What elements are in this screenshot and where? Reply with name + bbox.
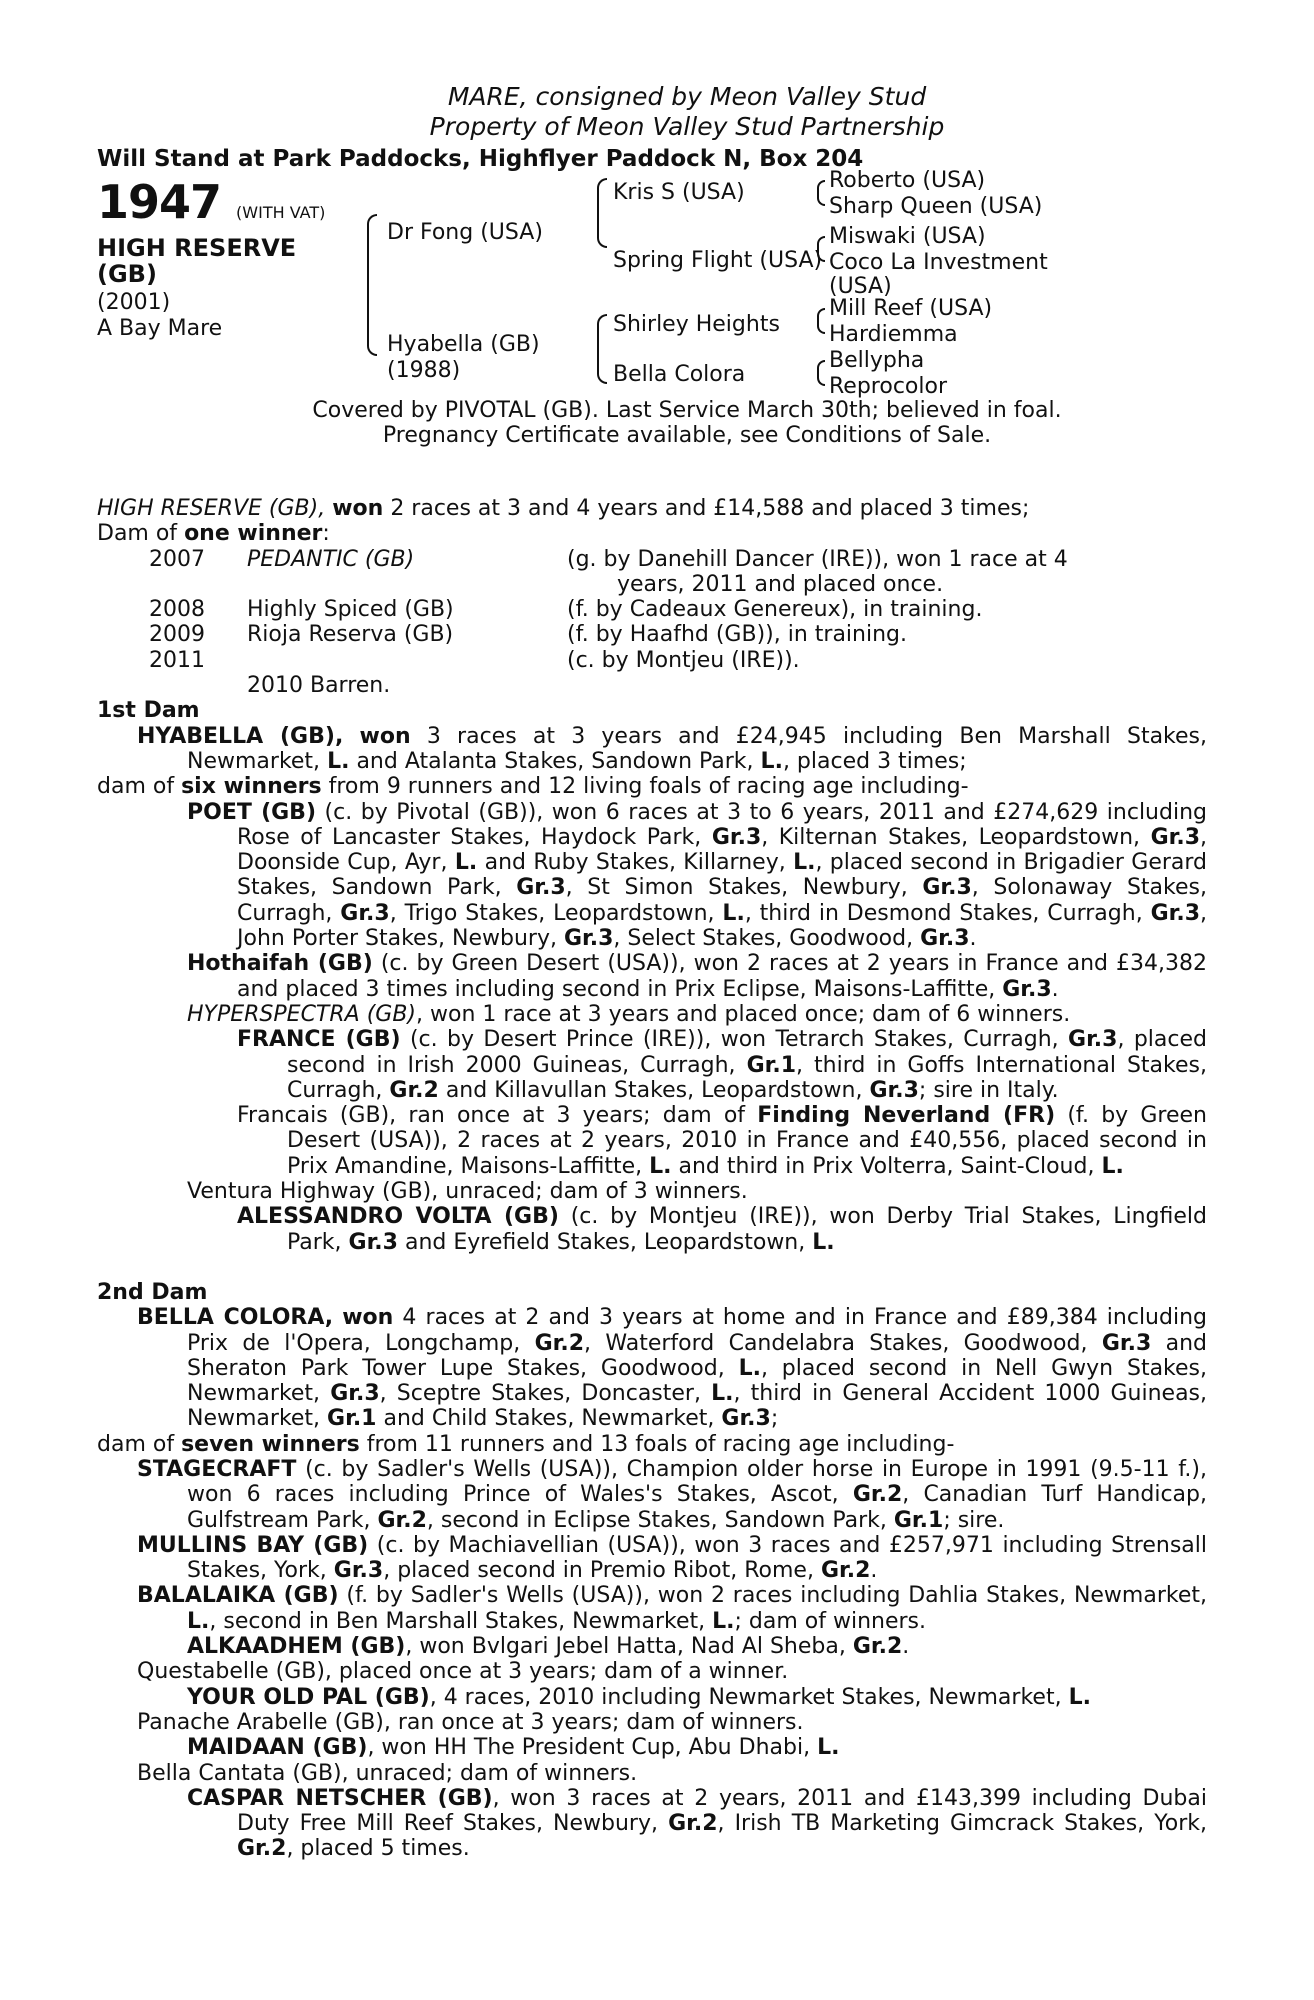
sire: Dr Fong (USA) [387, 220, 543, 245]
bracket-sire [597, 178, 607, 248]
horse-name: HIGH RESERVE [97, 234, 297, 262]
stabling-line: Will Stand at Park Paddocks, Highflyer Paddock N, Box 204 [97, 146, 864, 172]
progeny-mullins-bay: MULLINS BAY (GB) (c. by Machiavellian (USA)), won 3 races and £257,971 including Strensall Stakes, York, Gr.3, placed second in Premio Ribot, Rome, Gr.2. [137, 1532, 1207, 1584]
horse-year: (2001) [97, 290, 171, 315]
progeny-francais: Francais (GB), ran once at 3 years; dam of Finding Neverland (FR) (f. by Green Desert (USA)), 2 races at 2 years, 2010 in France and £40,556, placed second in Prix Amandine, Maisons-Laffitte, L. and third in Prix Volterra, Saint-Cloud, L. [237, 1103, 1207, 1179]
produce-row: 2009 Rioja Reserva (GB) (f. by Haafhd (GB)), in training. [149, 622, 907, 648]
progeny-ventura: Ventura Highway (GB), unraced; dam of 3 winners. [187, 1179, 748, 1205]
bracket-sd [817, 236, 825, 262]
progeny-stagecraft: STAGECRAFT (c. by Sadler's Wells (USA)), Champion older horse in Europe in 1991 (9.5-11 f.), won 6 races including Prince of Wales's Stakes, Ascot, Gr.2, Canadian Turf Handicap, Gulfstream Park, Gr.2, second in Eclipse Stakes, Sandown Park, Gr.1; sire. [137, 1456, 1207, 1533]
progeny-questabelle: Questabelle (GB), placed once at 3 years; dam of a winner. [137, 1659, 789, 1685]
dam-of-line: Dam of one winner: [97, 521, 330, 547]
produce-row: 2011 (c. by Montjeu (IRE)). [149, 647, 800, 673]
bracket-dd [817, 360, 825, 386]
second-dam-summary: dam of seven winners from 11 runners and 13 foals of racing age including- [97, 1431, 955, 1457]
dam-dam: Bella Colora [613, 362, 746, 387]
consignor-line: MARE, consigned by Meon Valley Stud [447, 82, 927, 111]
first-dam-summary: dam of six winners from 9 runners and 12 living foals of racing age including- [97, 774, 969, 800]
produce-row: 2010 Barren. [247, 673, 391, 699]
pedigree-block [97, 168, 1207, 476]
dam-sire: Shirley Heights [613, 312, 780, 337]
produce-row: 2008 Highly Spiced (GB) (f. by Cadeaux Genereux), in training. [149, 597, 983, 623]
catalogue-page [97, 82, 1207, 1862]
progeny-your-old-pal: YOUR OLD PAL (GB), 4 races, 2010 including Newmarket Stakes, Newmarket, L. [187, 1684, 1091, 1710]
sire-sire-sire: Roberto (USA) [829, 168, 986, 193]
horse-description: A Bay Mare [97, 316, 223, 341]
progeny-balalaika: BALALAIKA (GB) (f. by Sadler's Wells (USA)), won 2 races including Dahlia Stakes, Newmarket, L., second in Ben Marshall Stakes, Newmarket, L.; dam of winners. [137, 1583, 1207, 1634]
sire-sire: Kris S (USA) [613, 180, 745, 205]
first-dam-text: HYABELLA (GB), won 3 races at 3 years and £24,945 including Ben Marshall Stakes, Newmarket, L. and Atalanta Stakes, Sandown Park, L., placed 3 times; [137, 723, 1207, 774]
progeny-poet: POET (GB) (c. by Pivotal (GB)), won 6 races at 3 to 6 years, 2011 and £274,629 including Rose of Lancaster Stakes, Haydock Park, Gr.3, Kilternan Stakes, Leopardstown, Gr.3, Doonside Cup, Ayr, L. and Ruby Stakes, Killarney, L., placed second in Brigadier Gerard Stakes, Sandown Park, Gr.3, St Simon Stakes, Newbury, Gr.3, Solonaway Stakes, Curragh, Gr.3, Trigo Stakes, Leopardstown, L., third in Desmond Stakes, Curragh, Gr.3, John Porter Stakes, Newbury, Gr.3, Select Stakes, Goodwood, Gr.3. [187, 799, 1208, 952]
bracket-gen1 [367, 214, 377, 356]
progeny-alessandro: ALESSANDRO VOLTA (GB) (c. by Montjeu (IRE)), won Derby Trial Stakes, Lingfield Park, Gr.3 and Eyrefield Stakes, Leopardstown, L. [237, 1204, 1207, 1255]
progeny-hothaifah: Hothaifah (GB) (c. by Green Desert (USA)), won 2 races at 2 years in France and £34,382 and placed 3 times including second in Prix Eclipse, Maisons-Laffitte, Gr.3. [187, 951, 1208, 1002]
sire-dam-dam-country: (USA) [829, 274, 892, 299]
covered-line-2: Pregnancy Certificate available, see Conditions of Sale. [382, 423, 992, 448]
property-line: Property of Meon Valley Stud Partnership [429, 112, 945, 141]
progeny-caspar: CASPAR NETSCHER (GB), won 3 races at 2 years, 2011 and £143,399 including Dubai Duty Free Mill Reef Stakes, Newbury, Gr.2, Irish TB Marketing Gimcrack Stakes, York, Gr.2, placed 5 times. [187, 1785, 1207, 1862]
dam-dam-sire: Bellypha [829, 348, 925, 373]
progeny-maidaan: MAIDAAN (GB), won HH The President Cup, Abu Dhabi, L. [187, 1735, 840, 1761]
progeny-panache: Panache Arabelle (GB), ran once at 3 years; dam of winners. [137, 1709, 804, 1735]
second-dam-text: BELLA COLORA, won 4 races at 2 and 3 years at home and in France and £89,384 including Prix de l'Opera, Longchamp, Gr.2, Waterford Candelabra Stakes, Goodwood, Gr.3 and Sheraton Park Tower Lupe Stakes, Goodwood, L., placed second in Nell Gwyn Stakes, Newmarket, Gr.3, Sceptre Stakes, Doncaster, L., third in General Accident 1000 Guineas, Newmarket, Gr.1 and Child Stakes, Newmarket, Gr.3; [137, 1305, 1208, 1432]
produce-row: 2007 PEDANTIC (GB) (g. by Danehill Dancer (IRE)), won 1 race at 4 years, 2011 and placed once. [149, 546, 1068, 597]
dam-dam-dam: Reprocolor [829, 374, 947, 399]
dam-year: (1988) [387, 358, 461, 383]
lot-number: 1947 (WITH VAT) [97, 175, 326, 229]
dam-sire-dam: Hardiemma [829, 322, 958, 347]
progeny-france: FRANCE (GB) (c. by Desert Prince (IRE)), won Tetrarch Stakes, Curragh, Gr.3, placed second in Irish 2000 Guineas, Curragh, Gr.1, third in Goffs International Stakes, Curragh, Gr.2 and Killavullan Stakes, Leopardstown, Gr.3; sire in Italy. [237, 1027, 1207, 1103]
covered-line-1: Covered by PIVOTAL (GB). Last Service March 30th; believed in foal. [312, 398, 1062, 423]
produce-table [149, 547, 1068, 699]
horse-country: (GB) [97, 260, 157, 288]
bracket-ds [817, 308, 825, 334]
dam: Hyabella (GB) [387, 332, 540, 357]
sire-dam: Spring Flight (USA) [613, 248, 823, 273]
sire-dam-sire: Miswaki (USA) [829, 224, 986, 249]
produce-intro: HIGH RESERVE (GB), won 2 races at 3 and 4 years and £14,588 and placed 3 times; [97, 496, 1030, 521]
bracket-dam [597, 314, 607, 384]
progeny-hyperspectra: HYPERSPECTRA (GB), won 1 race at 3 years and placed once; dam of 6 winners. [187, 1001, 1071, 1027]
sire-dam-dam: Coco La Investment [829, 250, 1048, 275]
sire-sire-dam: Sharp Queen (USA) [829, 194, 1043, 219]
first-dam-heading: 1st Dam [97, 698, 200, 724]
progeny-bella-cantata: Bella Cantata (GB), unraced; dam of winners. [137, 1760, 638, 1786]
progeny-alkaadhem: ALKAADHEM (GB), won Bvlgari Jebel Hatta, Nad Al Sheba, Gr.2. [187, 1634, 910, 1660]
bracket-ss [817, 180, 825, 206]
dam-sire-sire: Mill Reef (USA) [829, 296, 993, 321]
second-dam-heading: 2nd Dam [97, 1279, 208, 1305]
